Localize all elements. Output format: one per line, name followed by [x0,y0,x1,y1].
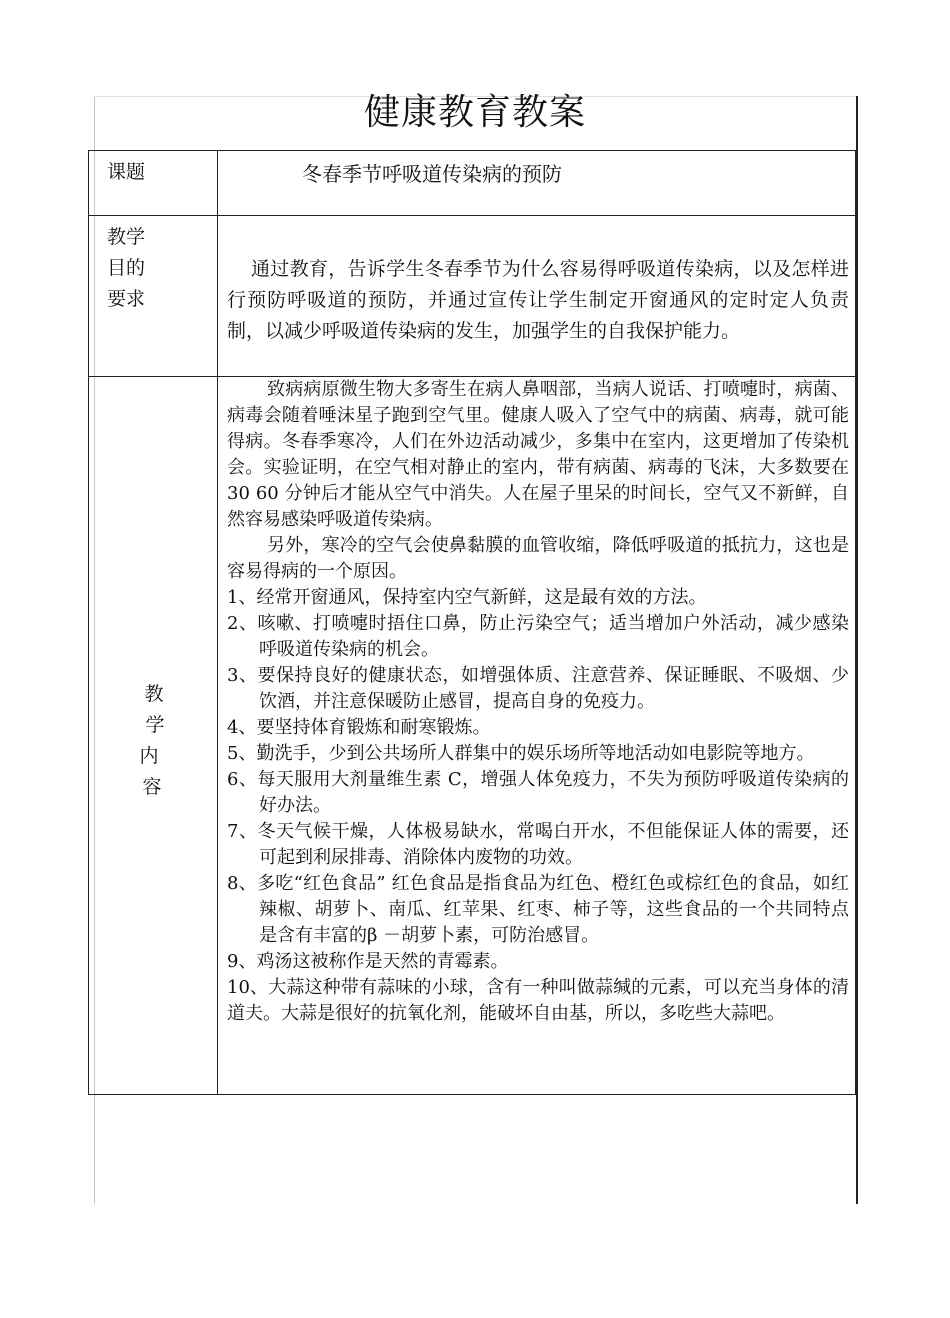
content-label-cell [89,377,218,1095]
content-list-item: 1、经常开窗通风，保持室内空气新鲜，这是最有效的方法。 [227,587,707,608]
content-list-item: 8、多吃“红色食品” 红色食品是指食品为红色、橙红色或棕红色的食品，如红辣椒、胡萝卜、南瓜、红苹果、红枣、柿子等，这些食品的一个共同特点是含有丰富的β －胡萝卜素，可防治感冒。 [227,873,849,946]
goal-row [89,216,856,377]
content-list-item: 10、大蒜这种带有蒜味的小球，含有一种叫做蒜缄的元素，可以充当身体的清道夫。大蒜是很好的抗氧化剂，能破坏自由基，所以，多吃些大蒜吧。 [227,977,849,1024]
goal-label [89,216,217,315]
content-list-item: 6、每天服用大剂量维生素 C，增强人体免疫力，不失为预防呼吸道传染病的好办法。 [227,769,849,816]
content-label-char: 教 [144,683,164,705]
content-list-item: 4、要坚持体育锻炼和耐寒锻炼。 [227,717,491,738]
content-list-item: 7、冬天气候干燥，人体极易缺水，常喝白开水，不但能保证人体的需要，还可起到利尿排毒、消除体内废物的功效。 [227,821,849,868]
content-body [218,377,855,1031]
document-title: 健康教育教案 [363,92,586,133]
goal-label-line: 要求 [107,288,146,310]
goal-text: 通过教育，告诉学生冬春季节为什么容易得呼吸道传染病，以及怎样进行预防呼吸道的预防，并通过宣传让学生制定开窗通风的定时定人负责制，以减少呼吸道传染病的发生，加强学生的自我保护能力。 [227,258,849,342]
content-list-item: 5、勤洗手，少到公共场所人群集中的娱乐场所等地活动如电影院等地方。 [227,743,815,764]
content-list-item: 2、咳嗽、打喷嚏时捂住口鼻，防止污染空气；适当增加户外活动，减少感染呼吸道传染病的机会。 [227,613,849,660]
page-right-border [856,96,858,1204]
goal-label-line: 目的 [107,257,146,279]
goal-label-cell [89,216,218,377]
content-label-char: 容 [142,776,162,798]
goal-text-cell [218,216,856,377]
content-label-char: 内 [139,745,159,767]
goal-label-line: 教学 [107,226,146,248]
content-paragraph: 致病病原微生物大多寄生在病人鼻咽部，当病人说话、打喷嚏时，病菌、病毒会随着唾沫星子跑到空气里。健康人吸入了空气中的病菌、病毒，就可能得病。冬春季寒冷，人们在外边活动减少，多集中在室内，这更增加了传染机会。实验证明，在空气相对静止的室内，带有病菌、病毒的飞沫，大多数要在 30 60 分钟后才能从空气中消失。人在屋子里呆的时间长，空气又不新鲜，自然容易感染呼吸道传染病。 [227,379,849,530]
topic-value: 冬春季节呼吸道传染病的预防 [302,162,562,186]
content-paragraph: 另外，寒冷的空气会使鼻黏膜的血管收缩，降低呼吸道的抵抗力，这也是容易得病的一个原因。 [227,535,849,582]
content-label [89,377,217,803]
topic-value-cell [218,151,856,216]
content-list-item: 3、要保持良好的健康状态，如增强体质、注意营养、保证睡眠、不吸烟、少饮酒，并注意保暖防止感冒，提高自身的免疫力。 [227,665,849,712]
content-label-char: 学 [145,714,165,736]
topic-label-cell [89,151,218,216]
content-row [89,377,856,1095]
topic-label: 课题 [107,161,146,183]
content-text-cell [218,377,856,1095]
lesson-plan-table [88,150,856,1095]
content-list-item: 9、鸡汤这被称作是天然的青霉素。 [227,951,509,972]
topic-row [89,151,856,216]
